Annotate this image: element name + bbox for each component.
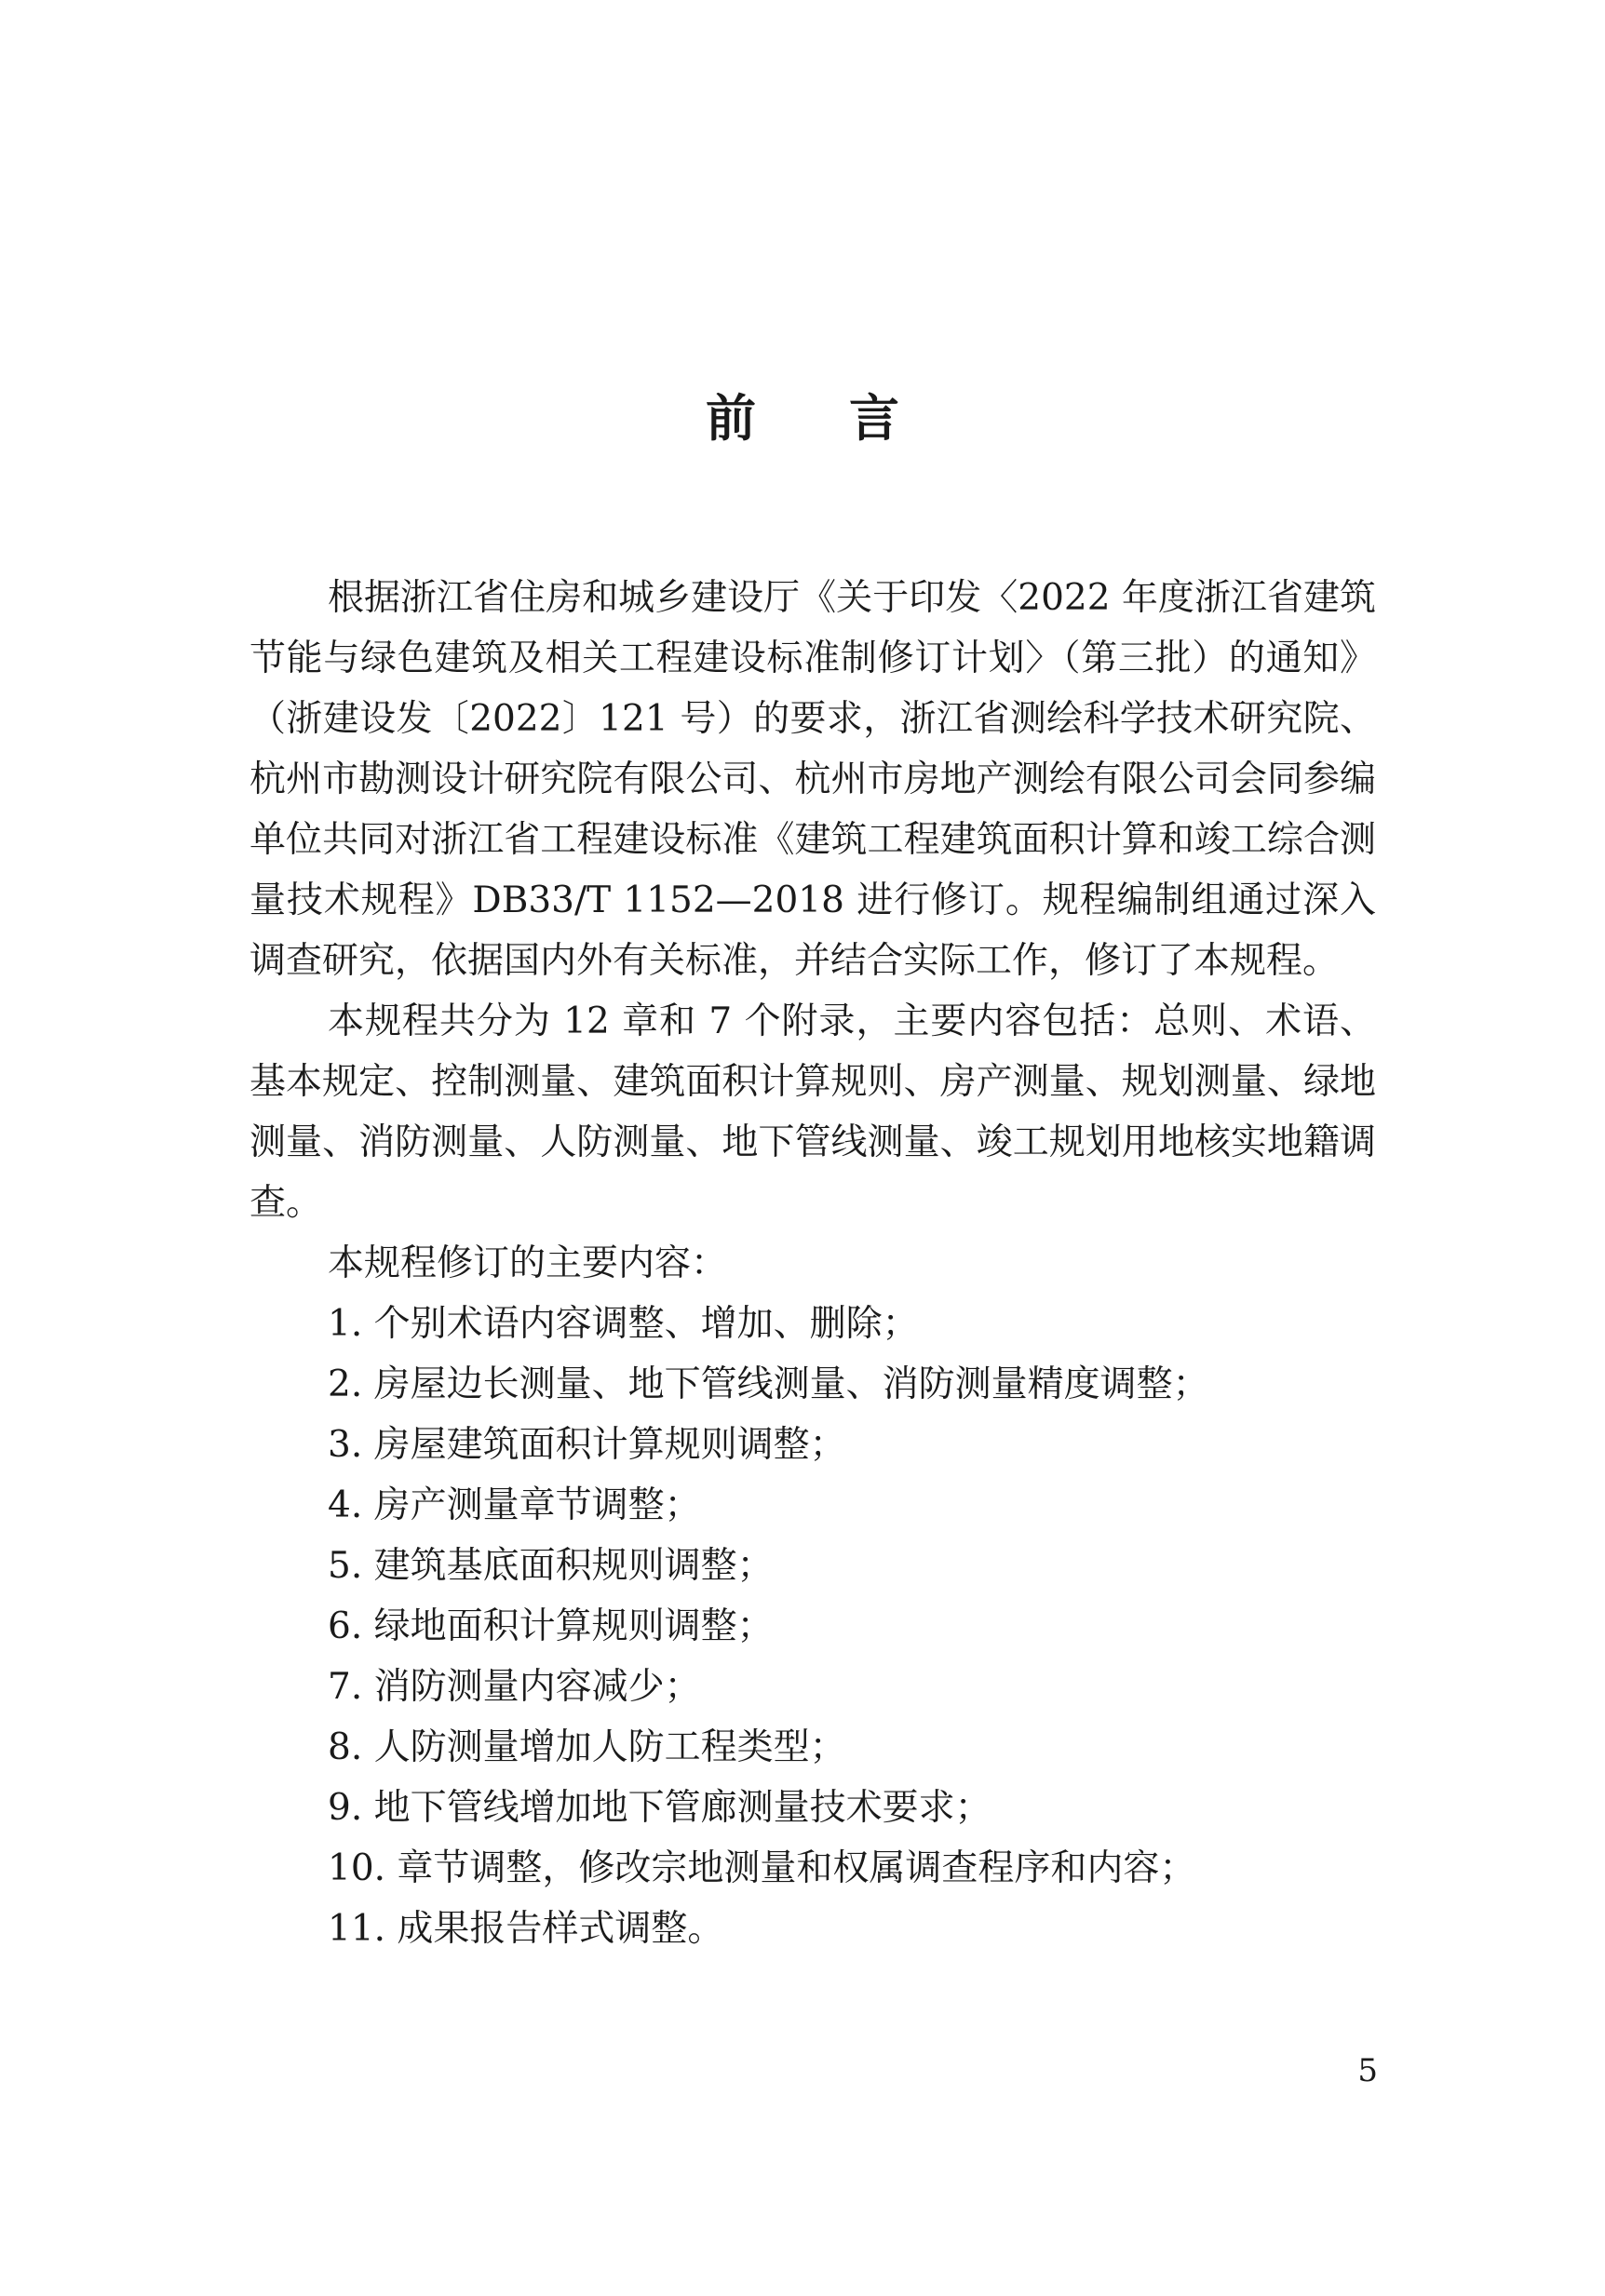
- paragraph-revisions-intro: 本规程修订的主要内容：: [328, 1242, 728, 1284]
- list-item: 6. 绿地面积计算规则调整；: [328, 1605, 774, 1647]
- revision-list: [250, 1294, 1376, 1959]
- title-char-2: 言: [849, 389, 899, 448]
- title-char-1: 前: [706, 389, 756, 448]
- paragraph-contents: 本规程共分为 12 章和 7 个附录，主要内容包括：总则、术语、基本规定、控制测量、建筑面积计算规则、房产测量、规划测量、绿地测量、消防测量、人防测量、地下管线测量、竣工规划用地核实地籍调查。: [250, 1000, 1376, 1224]
- body-text: [250, 568, 1376, 1959]
- list-item: 10. 章节调整，修改宗地测量和权属调查程序和内容；: [328, 1847, 1196, 1889]
- list-item: 1. 个别术语内容调整、增加、删除；: [328, 1303, 919, 1345]
- page-title: [0, 386, 1605, 451]
- list-item: 2. 房屋边长测量、地下管线测量、消防测量精度调整；: [328, 1363, 1209, 1405]
- list-item: 3. 房屋建筑面积计算规则调整；: [328, 1424, 846, 1466]
- paragraph-background: 根据浙江省住房和城乡建设厅《关于印发〈2022 年度浙江省建筑节能与绿色建筑及相关工程建设标准制修订计划〉（第三批）的通知》（浙建设发〔2022〕121 号）的要求，浙江省测绘科学技术研究院、杭州市勘测设计研究院有限公司、杭州市房地产测绘有限公司会同参编单位共同对浙江省工程建设标准《建筑工程建筑面积计算和竣工综合测量技术规程》DB33/T 1152—2018 进行修订。规程编制组通过深入调查研究，依据国内外有关标准，并结合实际工作，修订了本规程。: [250, 577, 1376, 982]
- list-item: 5. 建筑基底面积规则调整；: [328, 1545, 774, 1587]
- list-item: 8. 人防测量增加人防工程类型；: [328, 1726, 846, 1768]
- list-item: 4. 房产测量章节调整；: [328, 1484, 701, 1526]
- list-item: 11. 成果报告样式调整。: [328, 1908, 724, 1950]
- page-number: 5: [1357, 2052, 1378, 2089]
- list-item: 7. 消防测量内容减少；: [328, 1666, 701, 1708]
- list-item: 9. 地下管线增加地下管廊测量技术要求；: [328, 1787, 991, 1829]
